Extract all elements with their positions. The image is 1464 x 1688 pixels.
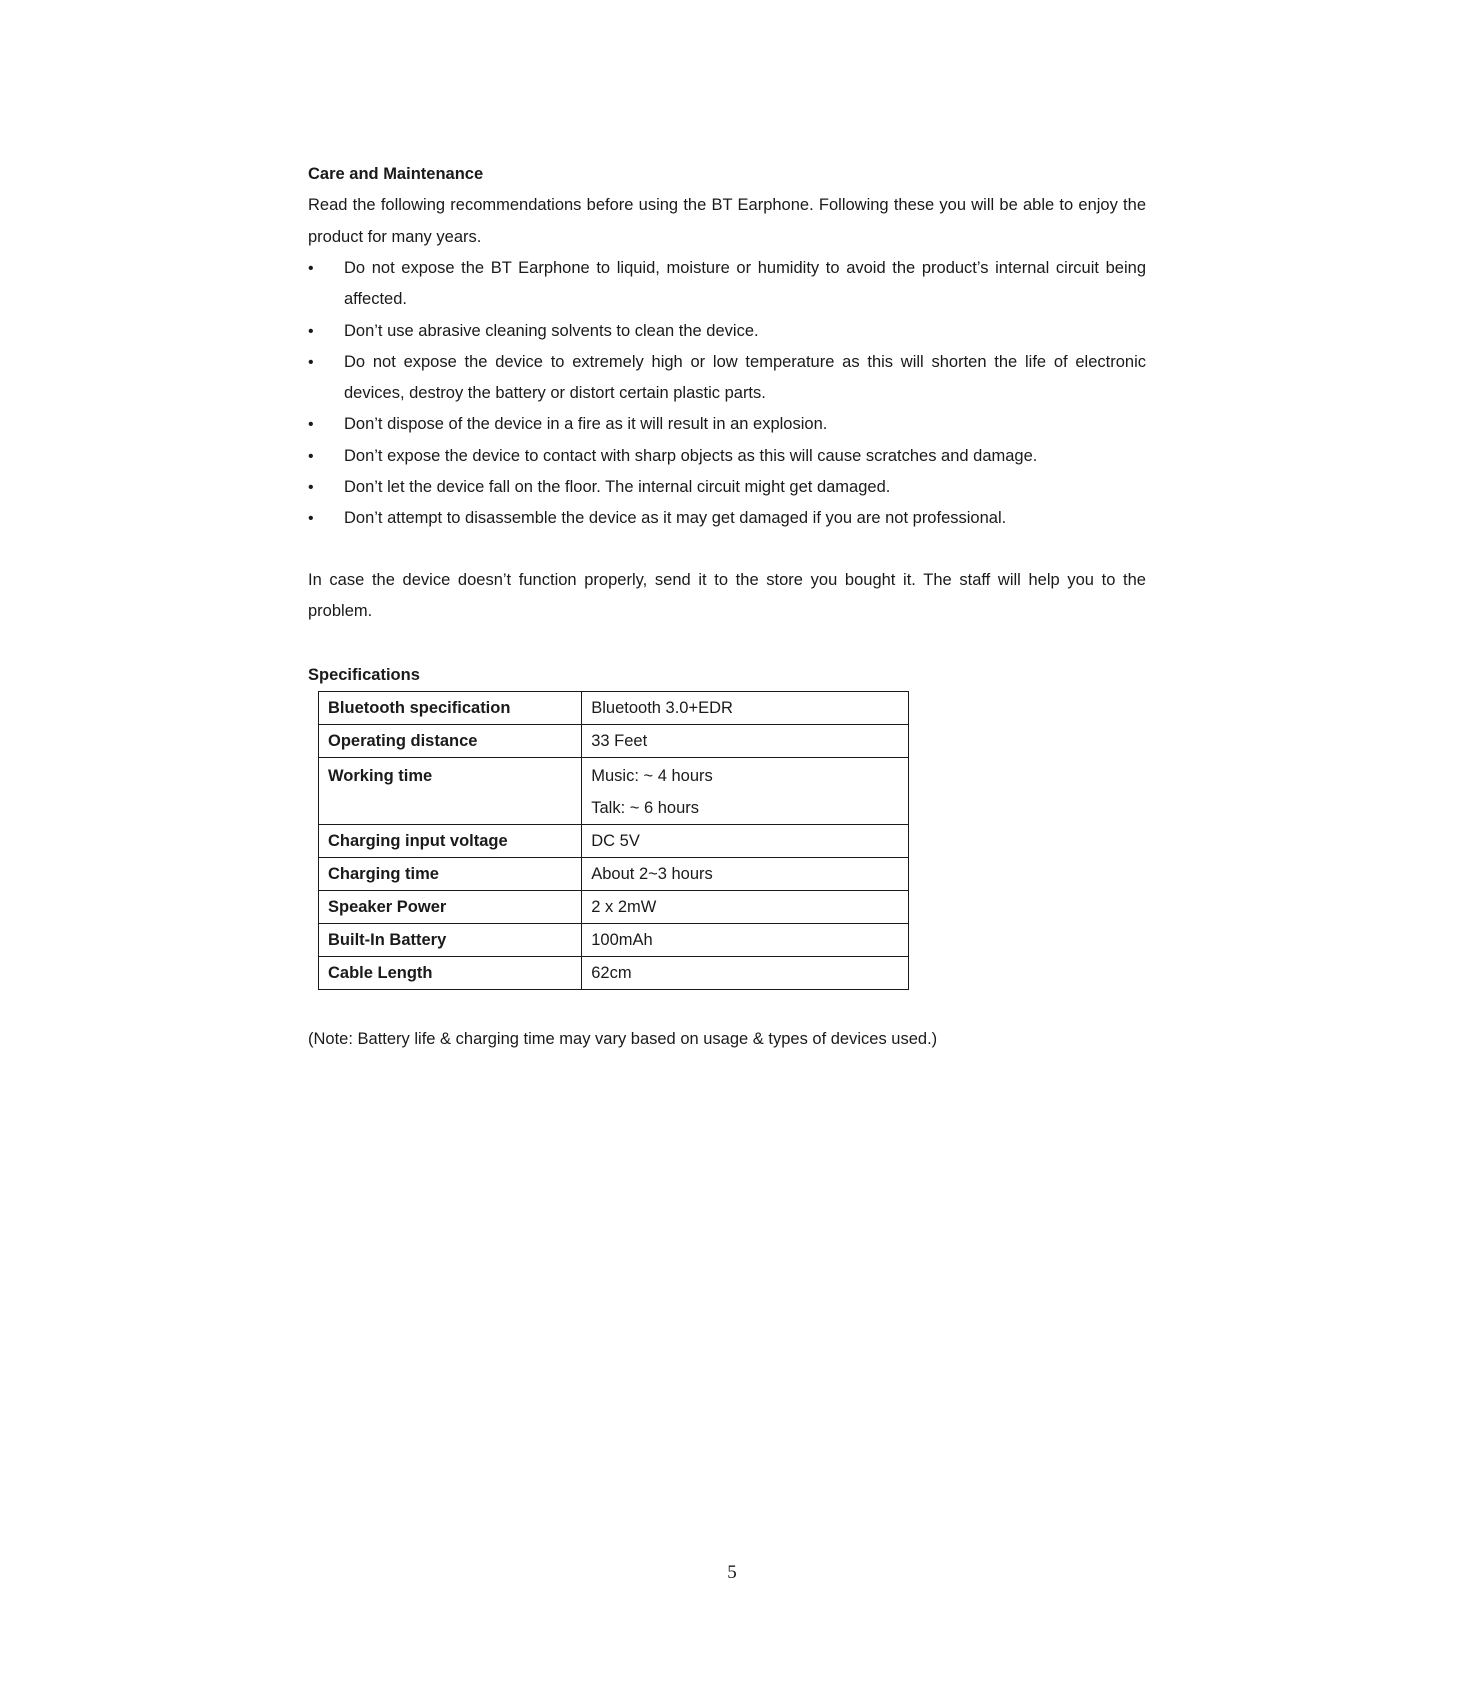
spec-value: About 2~3 hours [582,857,909,890]
spec-value: 2 x 2mW [582,890,909,923]
list-item-text: Don’t dispose of the device in a fire as it will result in an explosion. [344,415,828,434]
list-item [308,409,1146,440]
spec-label: Working time [319,757,582,824]
spec-label: Cable Length [319,956,582,989]
bullet-icon: • [308,353,314,371]
list-item [308,503,1146,534]
specifications-table [318,691,909,990]
list-item-text: Don’t use abrasive cleaning solvents to clean the device. [344,321,759,340]
bullet-icon: • [308,479,314,497]
list-item [308,347,1146,410]
list-item [308,253,1146,316]
list-item [308,316,1146,347]
list-item-text: Do not expose the BT Earphone to liquid, moisture or humidity to avoid the product’s internal circuit being affected. [344,259,1146,309]
spec-value: 33 Feet [582,724,909,757]
spec-value: Bluetooth 3.0+EDR [582,691,909,724]
list-item-text: Don’t let the device fall on the floor. The internal circuit might get damaged. [344,478,891,497]
spec-value: 62cm [582,956,909,989]
spec-value: DC 5V [582,824,909,857]
list-item [308,472,1146,503]
table-row [319,923,909,956]
list-item [308,441,1146,472]
list-item-text: Don’t expose the device to contact with sharp objects as this will cause scratches and damage. [344,446,1038,465]
spec-value-line: Talk: ~ 6 hours [591,798,699,817]
support-note: In case the device doesn’t function properly, send it to the store you bought it. The staff will help you to the problem. [308,570,1146,621]
table-row [319,757,909,824]
spec-value [582,757,909,824]
bullet-icon: • [308,322,314,340]
bullet-icon: • [308,416,314,434]
page-number: 5 [727,1562,737,1583]
care-bullet-list [308,253,1146,535]
spec-label: Charging input voltage [319,824,582,857]
spec-label: Charging time [319,857,582,890]
table-row [319,691,909,724]
table-row [319,857,909,890]
care-heading: Care and Maintenance [308,165,484,183]
bullet-icon: • [308,510,314,528]
list-item-text: Do not expose the device to extremely high or low temperature as this will shorten the life of electronic devices, destroy the battery or distort certain plastic parts. [344,352,1146,403]
spec-value-line: Music: ~ 4 hours [591,766,713,785]
spec-label: Operating distance [319,724,582,757]
table-row [319,956,909,989]
bullet-icon: • [308,447,314,465]
spec-label: Speaker Power [319,890,582,923]
specifications-heading: Specifications [308,665,420,684]
table-row [319,824,909,857]
list-item-text: Don’t attempt to disassemble the device as it may get damaged if you are not professional. [344,509,1007,528]
table-row [319,724,909,757]
bullet-icon: • [308,260,314,277]
table-row [319,890,909,923]
document-body [308,158,1146,1055]
spec-label: Bluetooth specification [319,691,582,724]
spec-label: Built-In Battery [319,923,582,956]
care-intro: Read the following recommendations before using the BT Earphone. Following these you will be able to enjoy the product for many years. [308,196,1146,246]
spec-value: 100mAh [582,923,909,956]
battery-note: (Note: Battery life & charging time may vary based on usage & types of devices used.) [308,1029,938,1048]
